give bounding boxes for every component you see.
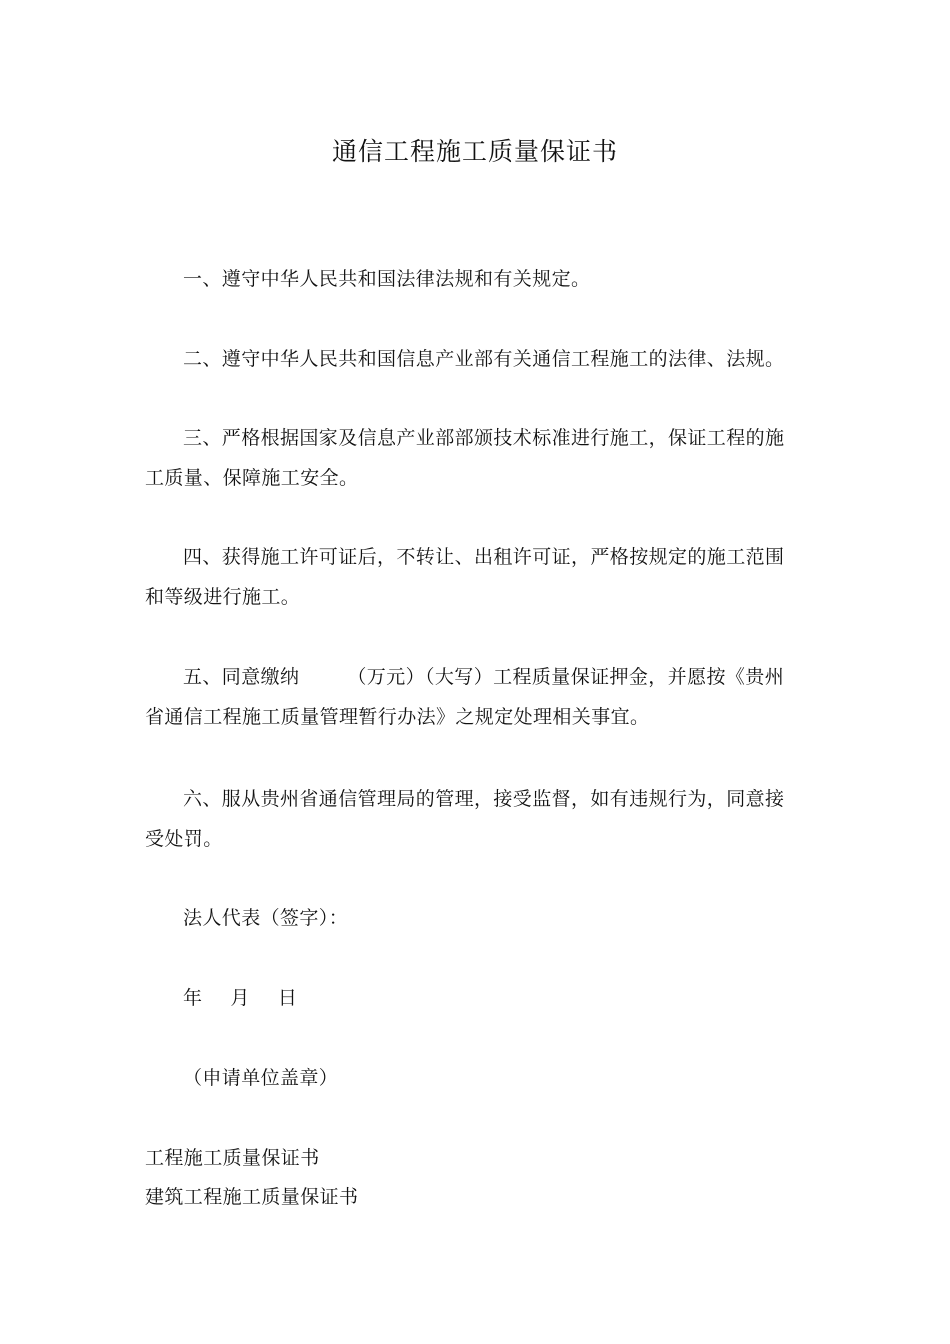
clause-3: 三、严格根据国家及信息产业部部颁技术标准进行施工，保证工程的施工质量、保障施工安全。 [145,427,785,489]
clause-6: 六、服从贵州省通信管理局的管理，接受监督，如有违规行为，同意接受处罚。 [145,788,785,850]
signature-label: 法人代表（签字）： [183,907,349,929]
document-title: 通信工程施工质量保证书 [331,137,618,166]
date-day: 日 [277,987,298,1009]
clause-4: 四、获得施工许可证后，不转让、出租许可证，严格按规定的施工范围和等级进行施工。 [145,546,785,608]
clause-5 [145,657,798,737]
date-year: 年 [183,987,203,1009]
related-link-1[interactable]: 工程施工质量保证书 [145,1147,320,1169]
related-link-2[interactable]: 建筑工程施工质量保证书 [145,1186,359,1208]
date-line [183,983,297,1013]
clause-1: 一、遵守中华人民共和国法律法规和有关规定。 [183,268,591,290]
clause-5-part-2: （万元）（大写）工程质量保证押金，并愿按《贵州省通信工程施工质量管理暂行办法》之规定处理相关事宜。 [145,666,785,728]
date-month: 月 [230,987,250,1009]
clause-5-part-1: 五、同意缴纳 [183,666,300,688]
seal-label: （申请单位盖章） [183,1067,339,1089]
clause-2: 二、遵守中华人民共和国信息产业部有关通信工程施工的法律、法规。 [183,348,785,370]
